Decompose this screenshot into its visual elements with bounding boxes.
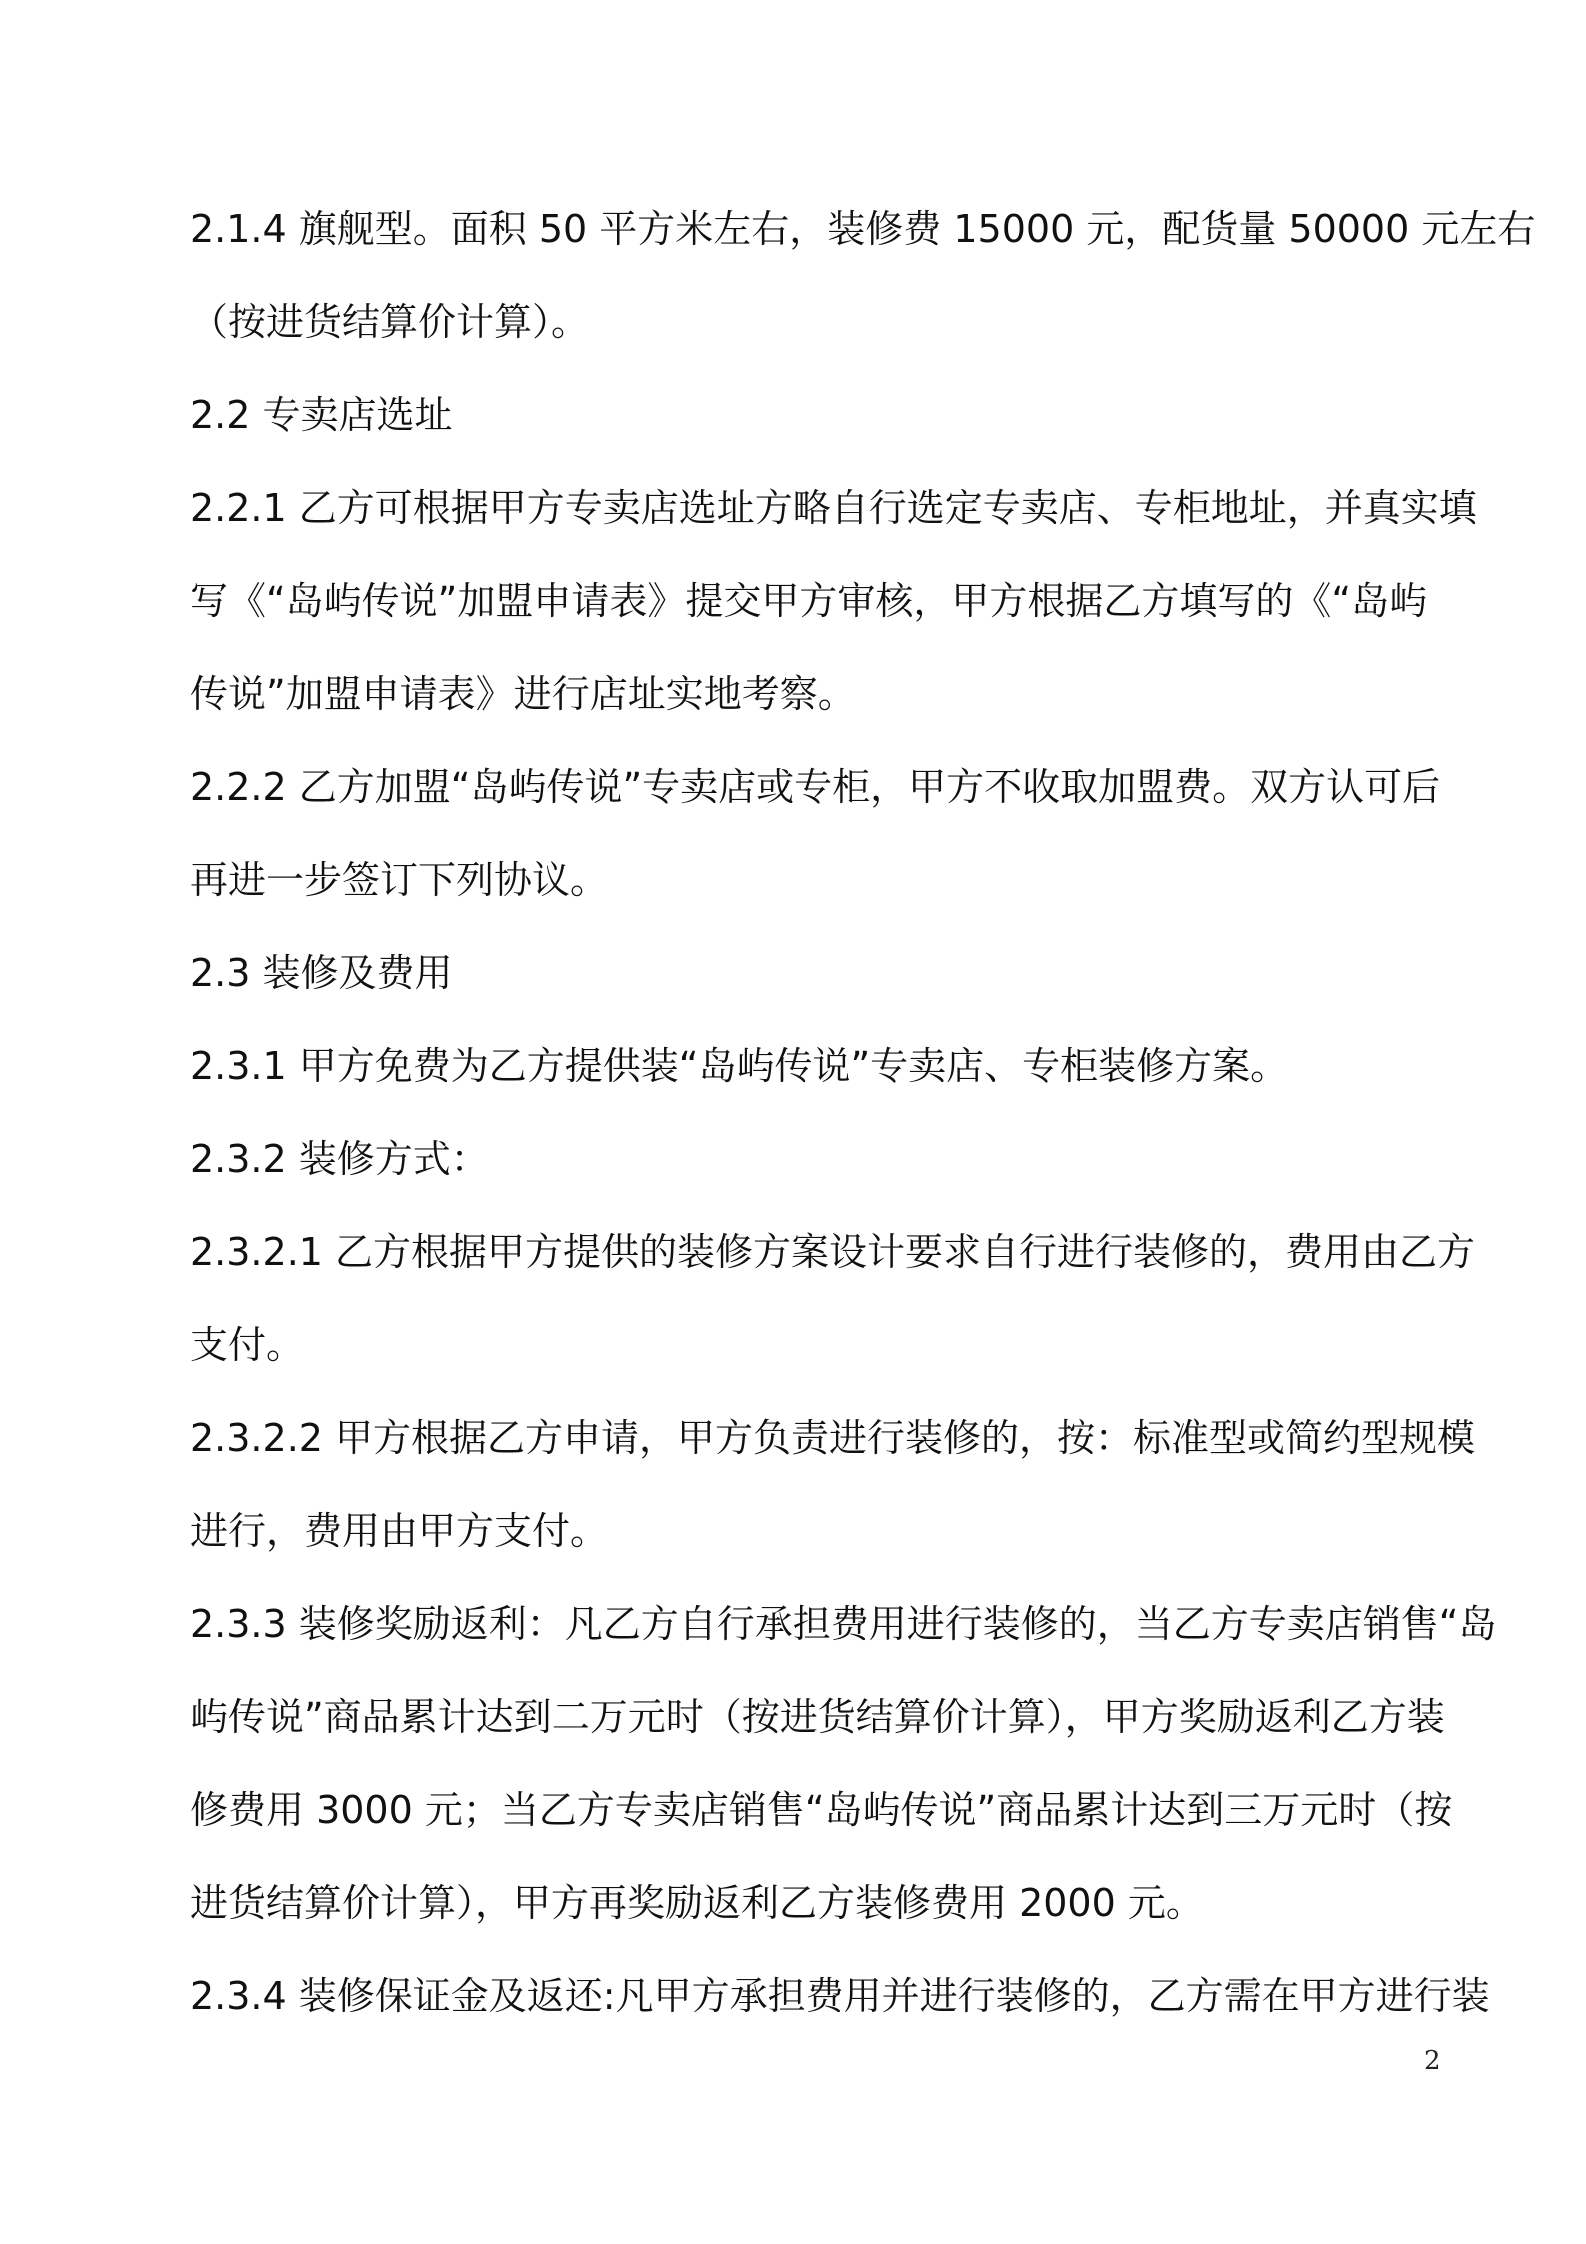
text-line-5: 写《“岛屿传说”加盟申请表》提交甲方审核，甲方根据乙方填写的《“岛屿 [190,579,1428,623]
text-line-8: 再进一步签订下列协议。 [190,858,609,902]
text-line-7: 2.2.2 乙方加盟“岛屿传说”专卖店或专柜，甲方不收取加盟费。双方认可后 [190,765,1441,809]
text-line-12: 2.3.2.1 乙方根据甲方提供的装修方案设计要求自行进行装修的，费用由乙方 [190,1230,1476,1274]
text-line-4: 2.2.1 乙方可根据甲方专卖店选址方略自行选定专卖店、专柜地址，并真实填 [190,486,1477,530]
text-line-9: 2.3 装修及费用 [190,951,453,995]
text-line-17: 屿传说”商品累计达到二万元时（按进货结算价计算），甲方奖励返利乙方装 [190,1695,1445,1739]
text-line-16: 2.3.3 装修奖励返利：凡乙方自行承担费用进行装修的，当乙方专卖店销售“岛 [190,1602,1497,1646]
text-line-18: 修费用 3000 元；当乙方专卖店销售“岛屿传说”商品累计达到三万元时（按 [190,1788,1453,1832]
text-line-6: 传说”加盟申请表》进行店址实地考察。 [190,672,856,716]
text-line-3: 2.2 专卖店选址 [190,393,453,437]
document-body [190,192,1536,2052]
text-line-1: 2.1.4 旗舰型。面积 50 平方米左右，装修费 15000 元，配货量 50000 元左右 [190,207,1536,251]
text-line-20: 2.3.4 装修保证金及返还:凡甲方承担费用并进行装修的，乙方需在甲方进行装 [190,1974,1490,2018]
text-line-10: 2.3.1 甲方免费为乙方提供装“岛屿传说”专卖店、专柜装修方案。 [190,1044,1289,1088]
text-line-2: （按进货结算价计算）。 [190,300,590,344]
text-line-14: 2.3.2.2 甲方根据乙方申请，甲方负责进行装修的，按：标准型或简约型规模 [190,1416,1476,1460]
page-number: 2 [1424,2046,1441,2076]
text-line-13: 支付。 [190,1323,305,1367]
text-line-15: 进行，费用由甲方支付。 [190,1509,609,1553]
text-line-19: 进货结算价计算），甲方再奖励返利乙方装修费用 2000 元。 [190,1881,1204,1925]
text-line-11: 2.3.2 装修方式： [190,1137,489,1181]
